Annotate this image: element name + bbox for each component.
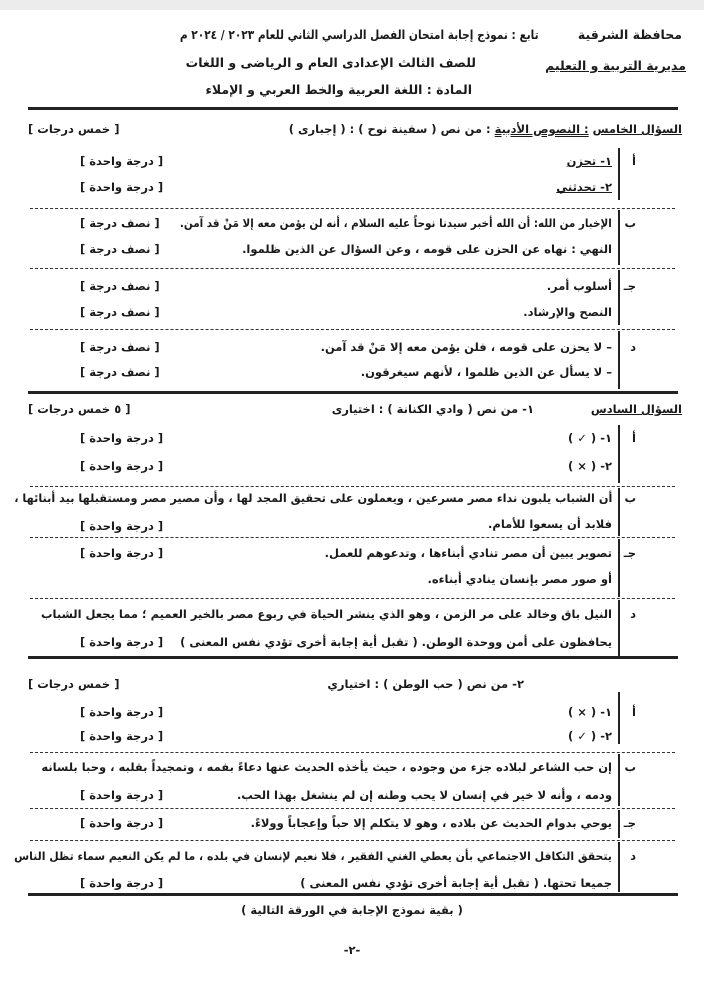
dashed-divider [30, 268, 675, 269]
q6-1-c-grade1: [ درجة واحدة ] [80, 546, 164, 560]
dashed-divider [30, 808, 675, 809]
dashed-divider [30, 752, 675, 753]
q5-d-grade1: [ نصف درجة ] [80, 340, 160, 354]
q6-2-a-line2: ٢- ( ✓ ) [568, 729, 612, 743]
q5-d-line2: – لا يسأل عن الذين ظلموا ، لأنهم سيغرقون. [360, 365, 612, 379]
q6-2-a-line1: ١- ( × ) [568, 705, 612, 719]
q6-label: السؤال السادس [590, 402, 682, 416]
q5-c-letter: جـ [623, 279, 636, 293]
q6-2-b-line2: ودمه ، وأنه لا خير في إنسان لا يحب وطنه إن لم ينشغل بهذا الحب. [236, 788, 612, 802]
q6-2-b-grade1: [ درجة واحدة ] [80, 788, 164, 802]
q6-1-d-grade1: [ درجة واحدة ] [80, 635, 164, 649]
q6-2-d-line2: جميعا تحتها. ( تقبل أية إجابة أخرى تؤدي نفس المعنى ) [300, 876, 612, 890]
vline [618, 842, 620, 892]
q6-1-c-letter: جـ [623, 546, 636, 560]
q6-1-b-letter: ب [624, 491, 636, 505]
q6-part2-total: [ خمس درجات ] [28, 677, 120, 691]
q5-a-grade2: [ درجة واحدة ] [80, 180, 164, 194]
vline [618, 810, 620, 838]
directorate: مديرية التربية و التعليم [545, 58, 686, 73]
q5-b-grade2: [ نصف درجة ] [80, 242, 160, 256]
q5-a-letter: أ [632, 154, 636, 168]
vline [618, 600, 620, 656]
q6-2-d-grade1: [ درجة واحدة ] [80, 876, 164, 890]
dashed-divider [30, 208, 675, 209]
q5-topic: : النصوص الأدبية [494, 122, 589, 136]
q5-c-grade1: [ نصف درجة ] [80, 279, 160, 293]
q5-rest: : من نص ( سفينة نوح ) : ( إجبارى ) [288, 122, 491, 136]
q6-1-b-line2: فلابد أن يسعوا للأمام. [488, 517, 612, 531]
divider [28, 656, 678, 659]
q6-1-b-grade1: [ درجة واحدة ] [80, 519, 164, 533]
q6-2-a-grade1: [ درجة واحدة ] [80, 705, 164, 719]
q5-c-line1: أسلوب أمر. [546, 279, 612, 293]
dashed-divider [30, 840, 675, 841]
q6-1-a-letter: أ [632, 431, 636, 445]
dashed-divider [30, 598, 675, 599]
page-number: -٢- [343, 943, 361, 957]
q6-2-d-letter: د [630, 849, 636, 863]
grade-level: للصف الثالث الإعدادى العام و الرياضى و اللغات [185, 55, 476, 70]
exam-title: تابع : نموذج إجابة امتحان الفصل الدراسي الثاني للعام ٢٠٢٣ / ٢٠٢٤ م [180, 27, 539, 42]
q5-total: [ خمس درجات ] [28, 122, 120, 136]
vline [618, 331, 620, 389]
q5-b-grade1: [ نصف درجة ] [80, 216, 160, 230]
vline [618, 210, 620, 265]
subject: المادة : اللغة العربية والخط العربي و الإملاء [205, 82, 472, 97]
vline [618, 270, 620, 325]
dashed-divider [30, 329, 675, 330]
divider [28, 893, 678, 896]
q6-1-d-line1: النيل باق وخالد على مر الزمن ، وهو الذي ينشر الحياة في ربوع مصر بالخير العميم ؛ مما يجعل الشباب [41, 607, 612, 621]
dashed-divider [30, 537, 675, 538]
divider [28, 391, 678, 394]
q6-1-d-letter: د [630, 607, 636, 621]
q6-2-d-line1: يتحقق التكافل الاجتماعي بأن يعطي الغني الفقير ، فلا نعيم لإنسان في بلده ، ما لم يكن النعيم سماء تظل الناس [14, 849, 612, 863]
q6-1-c-line1: تصوير يبين أن مصر تنادي أبناءها ، وتدعوهم للعمل. [324, 546, 612, 560]
q6-1-d-line2: يحافظون على أمن ووحدة الوطن. ( تقبل أية إجابة أخرى تؤدي نفس المعنى ) [180, 635, 612, 649]
q6-part1-total: [ ٥ خمس درجات ] [28, 402, 131, 416]
q6-2-a-grade2: [ درجة واحدة ] [80, 729, 164, 743]
q5-d-line1: – لا يحزن على قومه ، فلن يؤمن معه إلا مَنْ قد آمن. [320, 340, 612, 354]
q6-2-b-letter: ب [624, 760, 636, 774]
q6-part2-heading: ٢- من نص ( حب الوطن ) : اختياري [327, 677, 524, 691]
q5-a-grade1: [ درجة واحدة ] [80, 154, 164, 168]
q6-1-a-grade1: [ درجة واحدة ] [80, 431, 164, 445]
vline [618, 754, 620, 806]
q6-1-a-grade2: [ درجة واحدة ] [80, 459, 164, 473]
q6-2-b-line1: إن حب الشاعر لبلاده جزء من وجوده ، حيث يأخذه الحديث عنها دعاءً بفمه ، وتمجيداً بقلبه ، وحبا بلسانه [41, 760, 612, 774]
vline [618, 148, 620, 200]
q6-2-c-line1: يوحي بدوام الحديث عن بلاده ، وهو لا يتكلم إلا حباً وإعجاباً وولاءً. [250, 816, 612, 830]
vline [618, 488, 620, 536]
q6-1-b-line1: أن الشباب يلبون نداء مصر مسرعين ، ويعملون على تحقيق المجد لها ، وأن مصير مصر ومستقبلها بيد أبنائها ، [13, 491, 612, 505]
q5-b-line1: الإخبار من الله: أن الله أخبر سيدنا نوحاً عليه السلام ، أنه لن يؤمن معه إلا مَنْ قد آمن. [180, 216, 612, 230]
q5-heading [289, 121, 682, 137]
vline [618, 539, 620, 597]
continued-note: ( بقية نموذج الإجابة في الورقة التالية ) [241, 903, 463, 917]
q6-1-a-line1: ١- ( ✓ ) [568, 431, 612, 445]
q6-2-c-letter: جـ [623, 816, 636, 830]
top-bar [0, 0, 704, 10]
vline [618, 425, 620, 483]
q5-d-letter: د [630, 340, 636, 354]
q5-b-letter: ب [624, 216, 636, 230]
q5-a-line2: ٢- تحدثني [556, 180, 612, 194]
q5-a-line1: ١- تحزن [566, 154, 612, 168]
governorate: محافظة الشرقية [577, 27, 682, 42]
q5-b-line2: النهي : نهاه عن الحزن على قومه ، وعن السؤال عن الذين ظلموا. [242, 242, 612, 256]
q6-part1-heading: ١- من نص ( وادي الكنانة ) : اختيارى [331, 402, 534, 416]
q5-label: السؤال الخامس [592, 122, 682, 136]
q5-c-line2: النصح والإرشاد. [523, 305, 612, 319]
q6-2-a-letter: أ [632, 705, 636, 719]
q6-2-c-grade1: [ درجة واحدة ] [80, 816, 164, 830]
q6-1-a-line2: ٢- ( × ) [568, 459, 612, 473]
q5-d-grade2: [ نصف درجة ] [80, 365, 160, 379]
q5-c-grade2: [ نصف درجة ] [80, 305, 160, 319]
q6-1-c-line2: أو صور مصر بإنسان ينادي أبناءه. [427, 572, 612, 586]
vline [618, 692, 620, 744]
dashed-divider [30, 486, 675, 487]
divider [28, 107, 678, 110]
